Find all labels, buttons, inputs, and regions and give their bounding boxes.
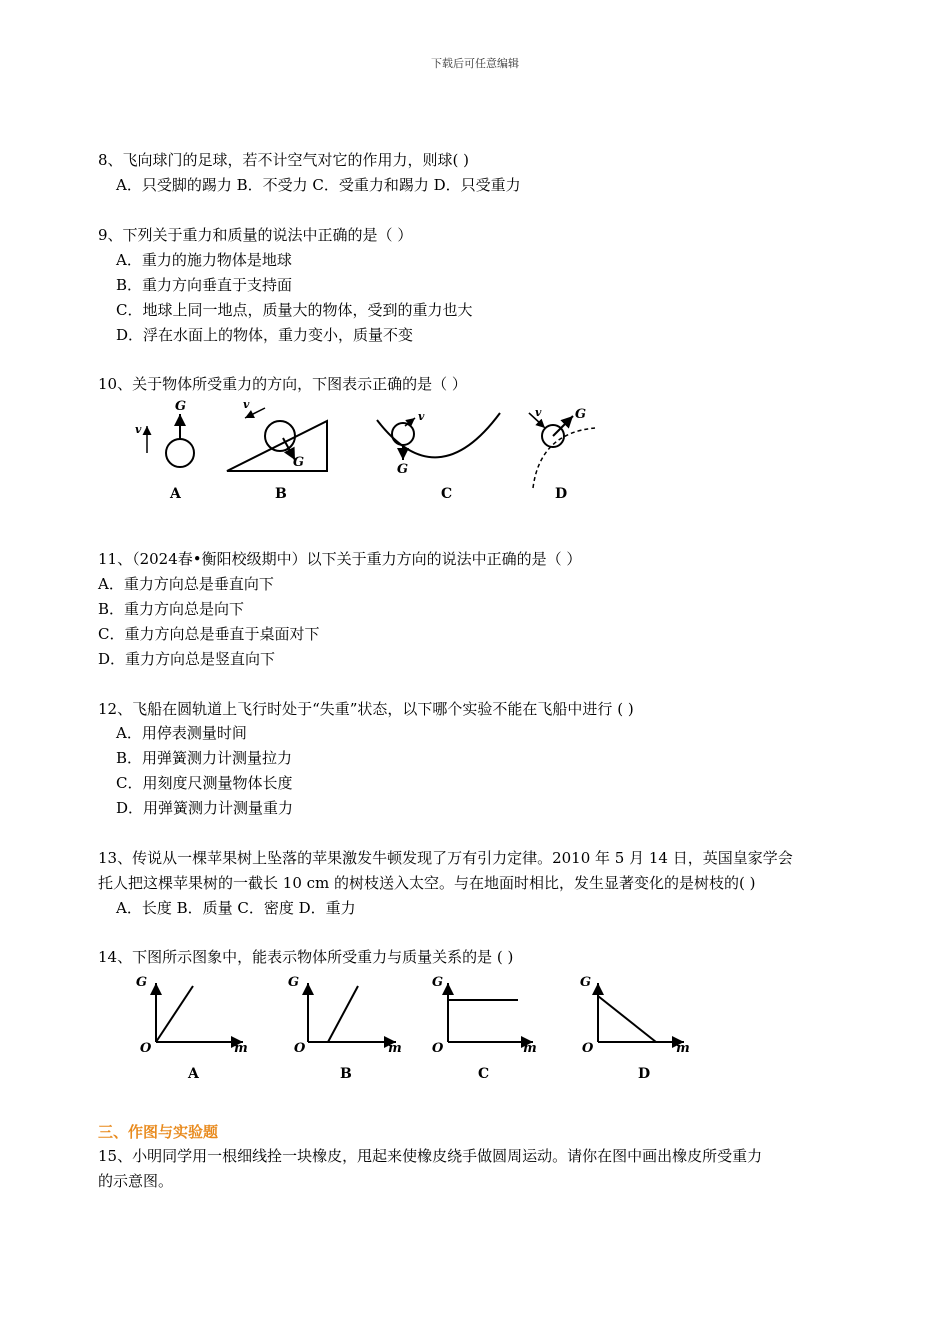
q12-option-d: D．用弹簧测力计测量重力	[116, 799, 294, 817]
q11-option-d: D．重力方向总是竖直向下	[98, 650, 276, 668]
q10-label-a: A	[170, 486, 181, 502]
q11-stem: 11、（2024春•衡阳校级期中）以下关于重力方向的说法中正确的是（ ）	[98, 550, 582, 568]
q10-diagram-c	[377, 410, 500, 502]
q8-stem: 8、飞向球门的足球，若不计空气对它的作用力，则球( )	[98, 151, 470, 169]
q10-diagram-b	[227, 398, 327, 502]
q14-a-origin: O	[140, 1041, 152, 1056]
q10-diagram-d	[529, 406, 595, 502]
q14-d-origin: O	[582, 1041, 594, 1056]
q15-stem-line1: 15、小明同学用一根细线拴一块橡皮，甩起来使橡皮绕手做圆周运动。请你在图中画出橡皮所受重力	[98, 1147, 763, 1165]
q10-a-v-label: v	[135, 423, 142, 436]
q9-option-b: B．重力方向垂直于支持面	[116, 276, 293, 294]
q14-stem: 14、下图所示图象中，能表示物体所受重力与质量关系的是 ( )	[98, 948, 514, 966]
q10-diagram-a	[135, 399, 194, 502]
page-header: 下载后可任意编辑	[431, 57, 519, 70]
q14-a-x-label: m	[234, 1041, 248, 1056]
q14-b-y-label: G	[288, 975, 300, 990]
q14-figure	[128, 968, 698, 1086]
q10-label-c: C	[441, 486, 453, 502]
q10-c-v-label: v	[418, 410, 425, 423]
q10-d-v-label: v	[535, 406, 542, 419]
q14-c-y-label: G	[432, 975, 444, 990]
q11-option-b: B．重力方向总是向下	[98, 600, 245, 618]
q9-option-c: C．地球上同一地点，质量大的物体，受到的重力也大	[116, 301, 473, 319]
q14-graph-b	[288, 975, 402, 1082]
q14-b-x-label: m	[388, 1041, 402, 1056]
q9-option-a: A．重力的施力物体是地球	[116, 251, 292, 269]
q10-stem: 10、关于物体所受重力的方向，下图表示正确的是（ ）	[98, 375, 467, 393]
q9-option-d: D．浮在水面上的物体，重力变小，质量不变	[116, 326, 414, 344]
q8-options: A．只受脚的踢力 B．不受力 C．受重力和踢力 D．只受重力	[116, 176, 521, 194]
q10-d-g-label: G	[575, 407, 587, 422]
q9-stem: 9、下列关于重力和质量的说法中正确的是（ ）	[98, 226, 413, 244]
q14-d-y-label: G	[580, 975, 592, 990]
q11-option-a: A．重力方向总是垂直向下	[98, 575, 274, 593]
q12-option-b: B．用弹簧测力计测量拉力	[116, 749, 293, 767]
q13-stem-line2: 托人把这棵苹果树的一截长 10 cm 的树枝送入太空。与在地面时相比，发生显著变化的是树枝的( )	[98, 874, 756, 892]
q12-option-c: C．用刻度尺测量物体长度	[116, 774, 293, 792]
q12-option-a: A．用停表测量时间	[116, 724, 247, 742]
q14-graph-a	[136, 975, 248, 1082]
q14-c-origin: O	[432, 1041, 444, 1056]
q10-c-g-label: G	[397, 462, 409, 477]
q10-label-d: D	[555, 486, 568, 502]
q14-label-a: A	[188, 1066, 199, 1082]
q14-label-b: B	[340, 1066, 352, 1082]
q14-a-y-label: G	[136, 975, 148, 990]
q10-b-v-label: v	[243, 398, 250, 411]
q14-b-origin: O	[294, 1041, 306, 1056]
q14-c-x-label: m	[523, 1041, 537, 1056]
q15-stem-line2: 的示意图。	[98, 1172, 174, 1190]
q14-graph-d	[580, 975, 690, 1082]
q10-label-b: B	[275, 486, 287, 502]
q14-label-c: C	[478, 1066, 490, 1082]
q14-d-x-label: m	[676, 1041, 690, 1056]
q14-label-d: D	[638, 1066, 651, 1082]
q11-option-c: C．重力方向总是垂直于桌面对下	[98, 625, 320, 643]
q13-options: A．长度 B．质量 C．密度 D．重力	[116, 899, 356, 917]
section-3-title: 三、作图与实验题	[98, 1123, 219, 1141]
q14-graph-c	[432, 975, 537, 1082]
q13-stem-line1: 13、传说从一棵苹果树上坠落的苹果激发牛顿发现了万有引力定律。2010 年 5 月 14 日，英国皇家学会	[98, 849, 793, 867]
q10-figure	[125, 398, 605, 508]
q10-b-g-label: G	[293, 455, 305, 470]
q12-stem: 12、飞船在圆轨道上飞行时处于“失重”状态，以下哪个实验不能在飞船中进行 ( )	[98, 700, 634, 718]
q10-a-g-label: G	[175, 399, 187, 414]
